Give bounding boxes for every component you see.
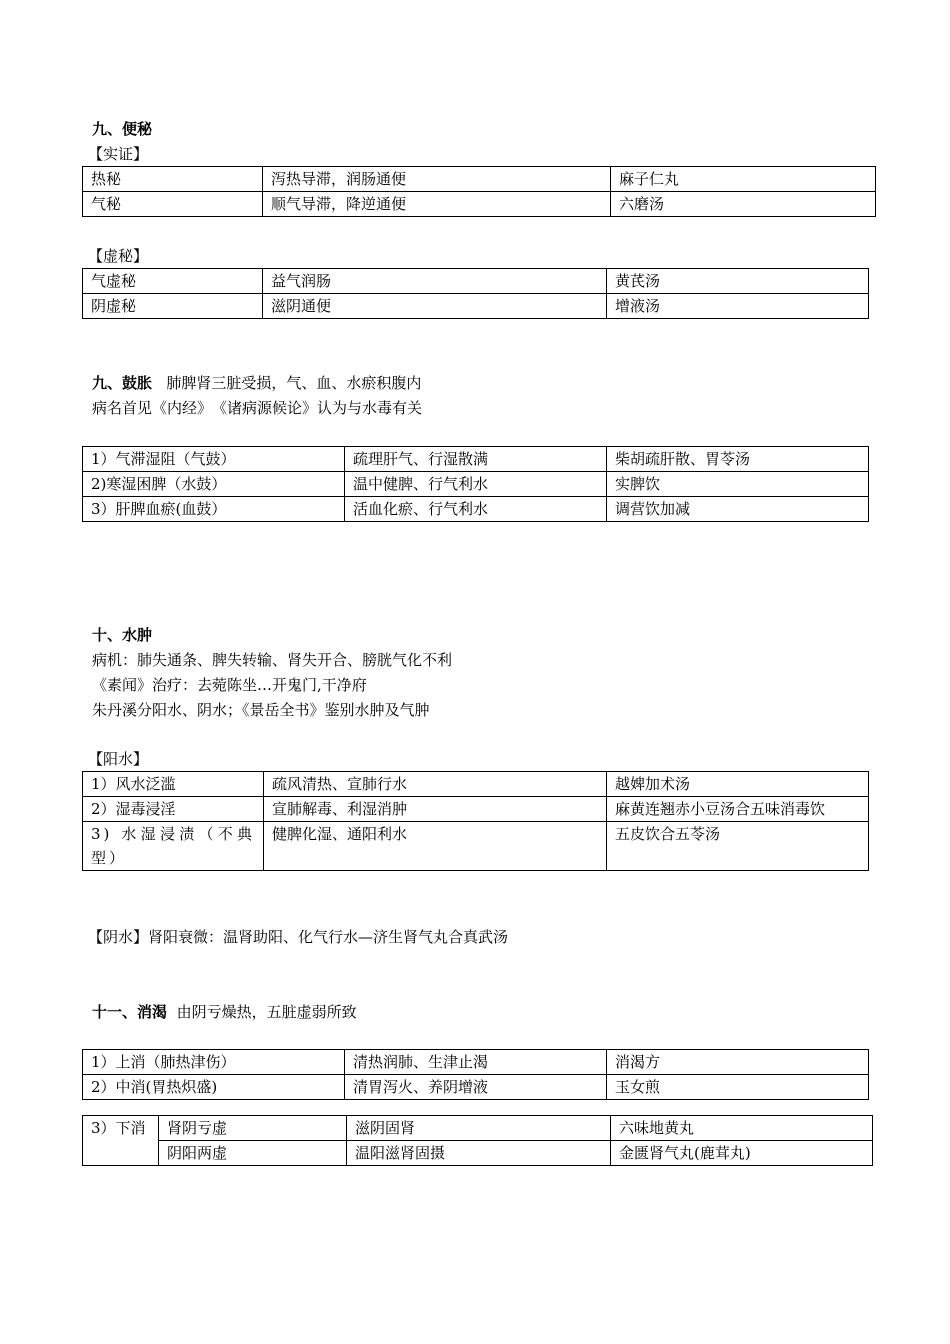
tympanites-note: 病名首见《内经》 《诸病源候论》认为与水毒有关 (92, 399, 423, 417)
section-heading-edema: 十、水肿 (92, 626, 153, 644)
table-cell: 清热润肺、生津止渴 (345, 1050, 607, 1075)
table-cell: 疏理肝气、行湿散满 (345, 447, 607, 472)
table-cell: 越婢加术汤 (607, 772, 869, 797)
table-cell: 清胃泻火、养阴增液 (345, 1075, 607, 1100)
table-row (83, 1075, 869, 1100)
section-heading-diabetes: 十一、消渴 (92, 1003, 168, 1021)
table-row (83, 1050, 869, 1075)
table-cell: 增液汤 (607, 294, 869, 319)
table-cell: 调营饮加减 (607, 497, 869, 522)
table-cell: 疏风清热、宣肺行水 (264, 772, 607, 797)
tympanites-heading-line (92, 373, 421, 393)
table-cell: 滋阴固肾 (347, 1116, 611, 1141)
edema-classification: 朱丹溪分阳水、阴水；《景岳全书》鉴别水肿及气肿 (92, 701, 430, 719)
table-cell: 1）上消（肺热津伤） (83, 1050, 345, 1075)
table-row (83, 472, 869, 497)
table-cell: 阴虚秘 (83, 294, 263, 319)
table-row (83, 447, 869, 472)
excess-label: 【实证】 (88, 145, 149, 163)
table-cell: 1）风水泛滥 (83, 772, 264, 797)
diabetes-heading-line (92, 1002, 357, 1022)
diabetes-subtitle: 由阴亏燥热，五脏虚弱所致 (176, 1003, 357, 1021)
table-row (83, 294, 869, 319)
table-cell: 益气润肠 (263, 269, 607, 294)
table-cell: 气秘 (83, 192, 263, 217)
table-row (83, 1141, 873, 1166)
tympanites-table (82, 446, 869, 522)
edema-treatment: 《素闻》治疗：去菀陈坐…开鬼门,干净府 (92, 676, 367, 694)
table-cell: 阴阳两虚 (159, 1141, 347, 1166)
table-cell: 金匮肾气丸(鹿茸丸) (611, 1141, 873, 1166)
table-row (83, 1116, 873, 1141)
table-cell: 温阳滋肾固摄 (347, 1141, 611, 1166)
yang-edema-table (82, 771, 869, 871)
table-cell: 3) 水湿浸渍（不典型） (83, 822, 264, 871)
table-cell: 麻子仁丸 (611, 167, 876, 192)
edema-pathogenesis: 病机：肺失通条、脾失转输、肾失开合、膀胱气化不利 (92, 651, 453, 669)
table-row (83, 822, 869, 871)
constipation-excess-table (82, 166, 876, 217)
table-cell: 活血化瘀、行气利水 (345, 497, 607, 522)
table-cell: 消渴方 (607, 1050, 869, 1075)
yang-edema-label: 【阳水】 (88, 750, 149, 768)
table-row (83, 772, 869, 797)
table-cell: 2）湿毒浸淫 (83, 797, 264, 822)
tympanites-subtitle: 肺脾肾三脏受损，气、血、水瘀积腹内 (166, 374, 422, 392)
table-row (83, 167, 876, 192)
table-cell-lower-label: 3）下消 (83, 1116, 159, 1166)
table-cell: 1）气滞湿阻（气鼓） (83, 447, 345, 472)
table-cell: 顺气导滞，降逆通便 (263, 192, 611, 217)
table-row (83, 497, 869, 522)
table-cell: 宣肺解毒、利湿消肿 (264, 797, 607, 822)
table-cell: 五皮饮合五苓汤 (607, 822, 869, 871)
table-cell: 玉女煎 (607, 1075, 869, 1100)
yin-edema-line: 【阴水】肾阳衰微：温肾助阳、化气行水—济生肾气丸合真武汤 (88, 928, 509, 946)
table-row (83, 797, 869, 822)
section-heading-tympanites: 九、鼓胀 (92, 374, 153, 392)
table-cell: 实脾饮 (607, 472, 869, 497)
table-row (83, 192, 876, 217)
table-cell: 肾阴亏虚 (159, 1116, 347, 1141)
table-cell: 黄芪汤 (607, 269, 869, 294)
table-cell: 六味地黄丸 (611, 1116, 873, 1141)
deficiency-label: 【虚秘】 (88, 247, 149, 265)
table-row (83, 269, 869, 294)
table-cell: 健脾化湿、通阳利水 (264, 822, 607, 871)
table-cell: 滋阴通便 (263, 294, 607, 319)
section-heading-constipation: 九、便秘 (92, 120, 153, 138)
table-cell: 2)寒湿困脾（水鼓） (83, 472, 345, 497)
table-cell: 柴胡疏肝散、胃苓汤 (607, 447, 869, 472)
table-cell: 2）中消(胃热炽盛) (83, 1075, 345, 1100)
table-cell: 3）肝脾血瘀(血鼓） (83, 497, 345, 522)
table-cell: 热秘 (83, 167, 263, 192)
table-cell: 温中健脾、行气利水 (345, 472, 607, 497)
table-cell: 麻黄连翘赤小豆汤合五味消毒饮 (607, 797, 869, 822)
diabetes-table (82, 1049, 869, 1100)
constipation-deficiency-table (82, 268, 869, 319)
diabetes-lower-table (82, 1115, 873, 1166)
table-cell: 气虚秘 (83, 269, 263, 294)
table-cell: 六磨汤 (611, 192, 876, 217)
table-cell: 泻热导滞，润肠通便 (263, 167, 611, 192)
